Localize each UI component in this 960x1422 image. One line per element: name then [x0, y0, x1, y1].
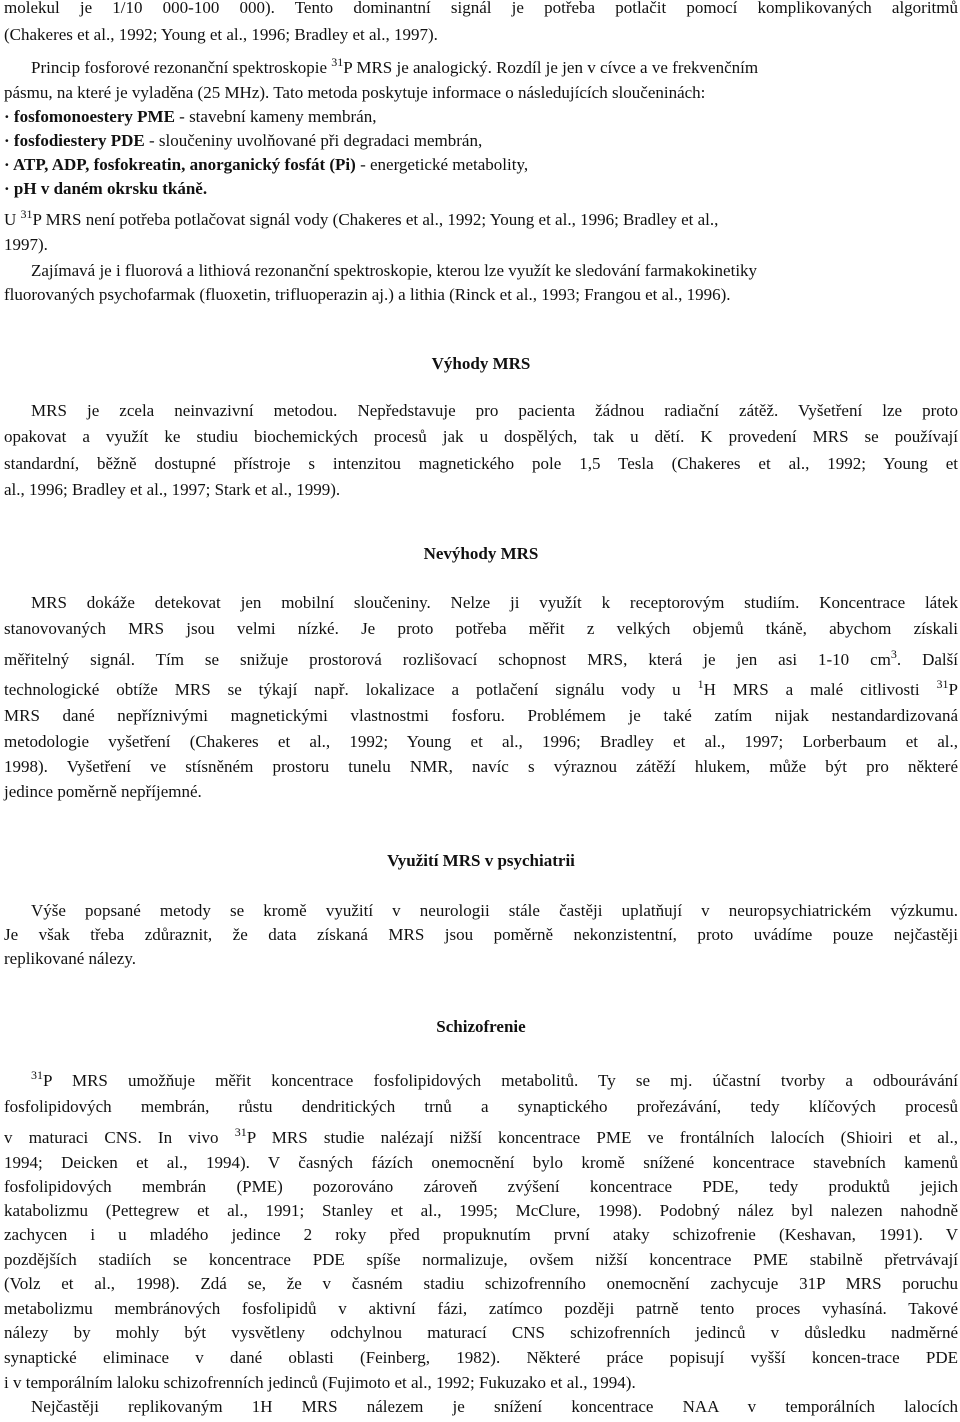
bold-term: · fosfomonoestery PME: [4, 107, 175, 126]
text-span: H MRS a malé citlivosti: [703, 680, 937, 699]
text-line: MRS je zcela neinvazivní metodou. Nepředstavuje pro pacienta žádnou radiační zátěž. Vyšetření lze proto: [31, 401, 958, 420]
text-span: - energetické metabolity,: [355, 155, 529, 174]
text-line: [4, 209, 718, 231]
text-line: metodologie vyšetření (Chakeres et al., 1992; Young et al., 1996; Bradley et al., 1997; Lorberbaum et al.,: [4, 732, 958, 751]
superscript: 31: [20, 207, 33, 221]
text-line: (Volz et al., 1998). Zdá se, že v časném stadiu schizofrenního onemocnění zachycuje 31P MRS poruchu: [4, 1274, 958, 1293]
text-line: (Chakeres et al., 1992; Young et al., 1996; Bradley et al., 1997).: [4, 25, 438, 44]
text-line: Je však třeba zdůraznit, že data získaná MRS jsou poměrně nekonzistentní, proto uvádíme pouze nejčastěji: [4, 925, 958, 944]
section-heading-schizophrenia: Schizofrenie: [436, 1017, 526, 1036]
text-line: Zajímavá je i fluorová a lithiová rezonanční spektroskopie, kterou lze využít ke sledování farmakokinetiky: [31, 261, 758, 280]
superscript: 31: [936, 677, 949, 691]
text-line: pozdějších stadiích se koncentrace PDE spíše normalizuje, ovšem nižší koncentrace PME stabilně přetrvávají: [4, 1250, 958, 1269]
text-line: [31, 57, 758, 79]
text-span: P MRS je analogický. Rozdíl je jen v cívce a ve frekvenčním: [343, 58, 759, 77]
section-heading-advantages: Výhody MRS: [431, 354, 531, 373]
superscript: 31: [331, 55, 344, 69]
bullet-item: [4, 106, 376, 128]
superscript: 31: [31, 1068, 43, 1082]
superscript: 31: [234, 1125, 247, 1139]
text-line: MRS dané nepříznivými magnetickými vlastnostmi fosforu. Problémem je také zatím nijak nestandardizovaná: [4, 706, 958, 725]
superscript: 1: [697, 677, 704, 691]
text-span: P: [948, 680, 958, 699]
text-span: U: [4, 210, 21, 229]
bullet-item: [4, 178, 207, 200]
text-line: MRS dokáže detekovat jen mobilní sloučeniny. Nelze ji využít k receptorovým studiím. Koncentrace látek: [31, 593, 958, 612]
text-span: P MRS umožňuje měřit koncentrace fosfolipidových metabolitů. Ty se mj. účastní tvorby a odbourávání: [43, 1071, 958, 1090]
text-line: synaptické eliminace v dané oblasti (Feinberg, 1982). Některé práce popisují vyšší koncen-trace PDE: [4, 1348, 958, 1367]
text-line: metabolizmu membránových fosfolipidů v aktivní fázi, zatímco později patrně tento proces vyhasíná. Takové: [4, 1299, 958, 1318]
text-line: fosfolipidových membrán, růstu dendritických trnů a synaptického prořezávání, tedy klíčových procesů: [4, 1097, 958, 1116]
text-span: P MRS studie nalézají nižší koncentrace PME ve frontálních lalocích (Shioiri et al.,: [246, 1128, 958, 1147]
bullet-item: [4, 154, 528, 176]
text-line: Výše popsané metody se kromě využití v neurologii stále častěji uplatňují v neuropsychiatrickém výzkumu.: [31, 901, 958, 920]
text-line: molekul je 1/10 000-100 000). Tento dominantní signál je potřeba potlačit pomocí komplikovaných algoritmů: [4, 0, 958, 17]
bullet-item: [4, 130, 482, 152]
text-span: v maturaci CNS. In vivo: [4, 1128, 235, 1147]
text-line: nálezy by mohly být vysvětleny odchylnou maturací CNS schizofrenních jedinců v důsledku nadměrné: [4, 1323, 958, 1342]
text-line: [4, 679, 958, 701]
text-line: 1997).: [4, 235, 48, 254]
text-line: pásmu, na které je vyladěna (25 MHz). Tato metoda poskytuje informace o následujících sloučeninách:: [4, 83, 706, 102]
bold-term: · fosfodiestery PDE: [4, 131, 145, 150]
text-line: zachycen i u mladého jedince 2 roky před propuknutím první ataky schizofrenie (Keshavan, 1991). V: [4, 1225, 958, 1244]
text-line: fosfolipidových membrán (PME) pozorováno zároveň zvýšení koncentrace PDE, tedy produktů jejich: [4, 1177, 958, 1196]
text-line: standardní, běžně dostupné přístroje s intenzitou magnetického pole 1,5 Tesla (Chakeres et al., 1992; Young et: [4, 454, 958, 473]
text-line: katabolizmu (Pettegrew et al., 1991; Stanley et al., 1995; McClure, 1998). Podobný nález byl nalezen nahodně: [4, 1201, 958, 1220]
text-line: jedince poměrně nepříjemné.: [4, 782, 202, 801]
text-span: - sloučeniny uvolňované při degradaci membrán,: [144, 131, 483, 150]
section-heading-psychiatry: Využití MRS v psychiatrii: [387, 851, 575, 870]
text-line: [31, 1070, 958, 1092]
text-line: [4, 1127, 958, 1149]
text-line: opakovat a využít ke studiu biochemických procesů jak u dospělých, tak u dětí. K provedení MRS se používají: [4, 427, 958, 446]
text-line: replikované nálezy.: [4, 949, 136, 968]
text-line: al., 1996; Bradley et al., 1997; Stark et al., 1999).: [4, 480, 341, 499]
text-span: Princip fosforové rezonanční spektroskopie: [31, 58, 332, 77]
text-line: stanovovaných MRS jsou velmi nízké. Je proto potřeba měřit z velkých objemů tkáně, abychom získali: [4, 619, 958, 638]
section-heading-disadvantages: Nevýhody MRS: [423, 544, 539, 563]
text-span: P MRS není potřeba potlačovat signál vody (Chakeres et al., 1992; Young et al., 1996; Bradley et al.,: [32, 210, 719, 229]
text-span: - stavební kameny membrán,: [174, 107, 377, 126]
text-span: měřitelný signál. Tím se snižuje prostorová rozlišovací schopnost MRS, která je jen asi 1-10 cm: [4, 650, 891, 669]
text-line: i v temporálním laloku schizofrenních jedinců (Fujimoto et al., 1992; Fukuzako et al., 1994).: [4, 1373, 636, 1392]
text-line: 1998). Vyšetření ve stísněném prostoru tunelu NMR, navíc s výraznou zátěží hlukem, může být pro některé: [4, 757, 958, 776]
bold-term: · ATP, ADP, fosfokreatin, anorganický fosfát (Pi): [4, 155, 356, 174]
superscript: 3: [890, 647, 897, 661]
text-span: technologické obtíže MRS se týkají např. lokalizace a potlačení signálu vody u: [4, 680, 698, 699]
text-span: . Další: [896, 650, 958, 669]
text-line: fluorovaných psychofarmak (fluoxetin, trifluoperazin aj.) a lithia (Rinck et al., 1993; Frangou et al., 1996).: [4, 285, 731, 304]
text-line: 1994; Deicken et al., 1994). V časných fázích onemocnění bylo kromě snížené koncentrace stavebních kamenů: [4, 1153, 958, 1172]
bold-term: · pH v daném okrsku tkáně.: [4, 179, 208, 198]
text-line: [4, 649, 958, 671]
text-line: Nejčastěji replikovaným 1H MRS nálezem je snížení koncentrace NAA v temporálních lalocích: [31, 1397, 958, 1416]
